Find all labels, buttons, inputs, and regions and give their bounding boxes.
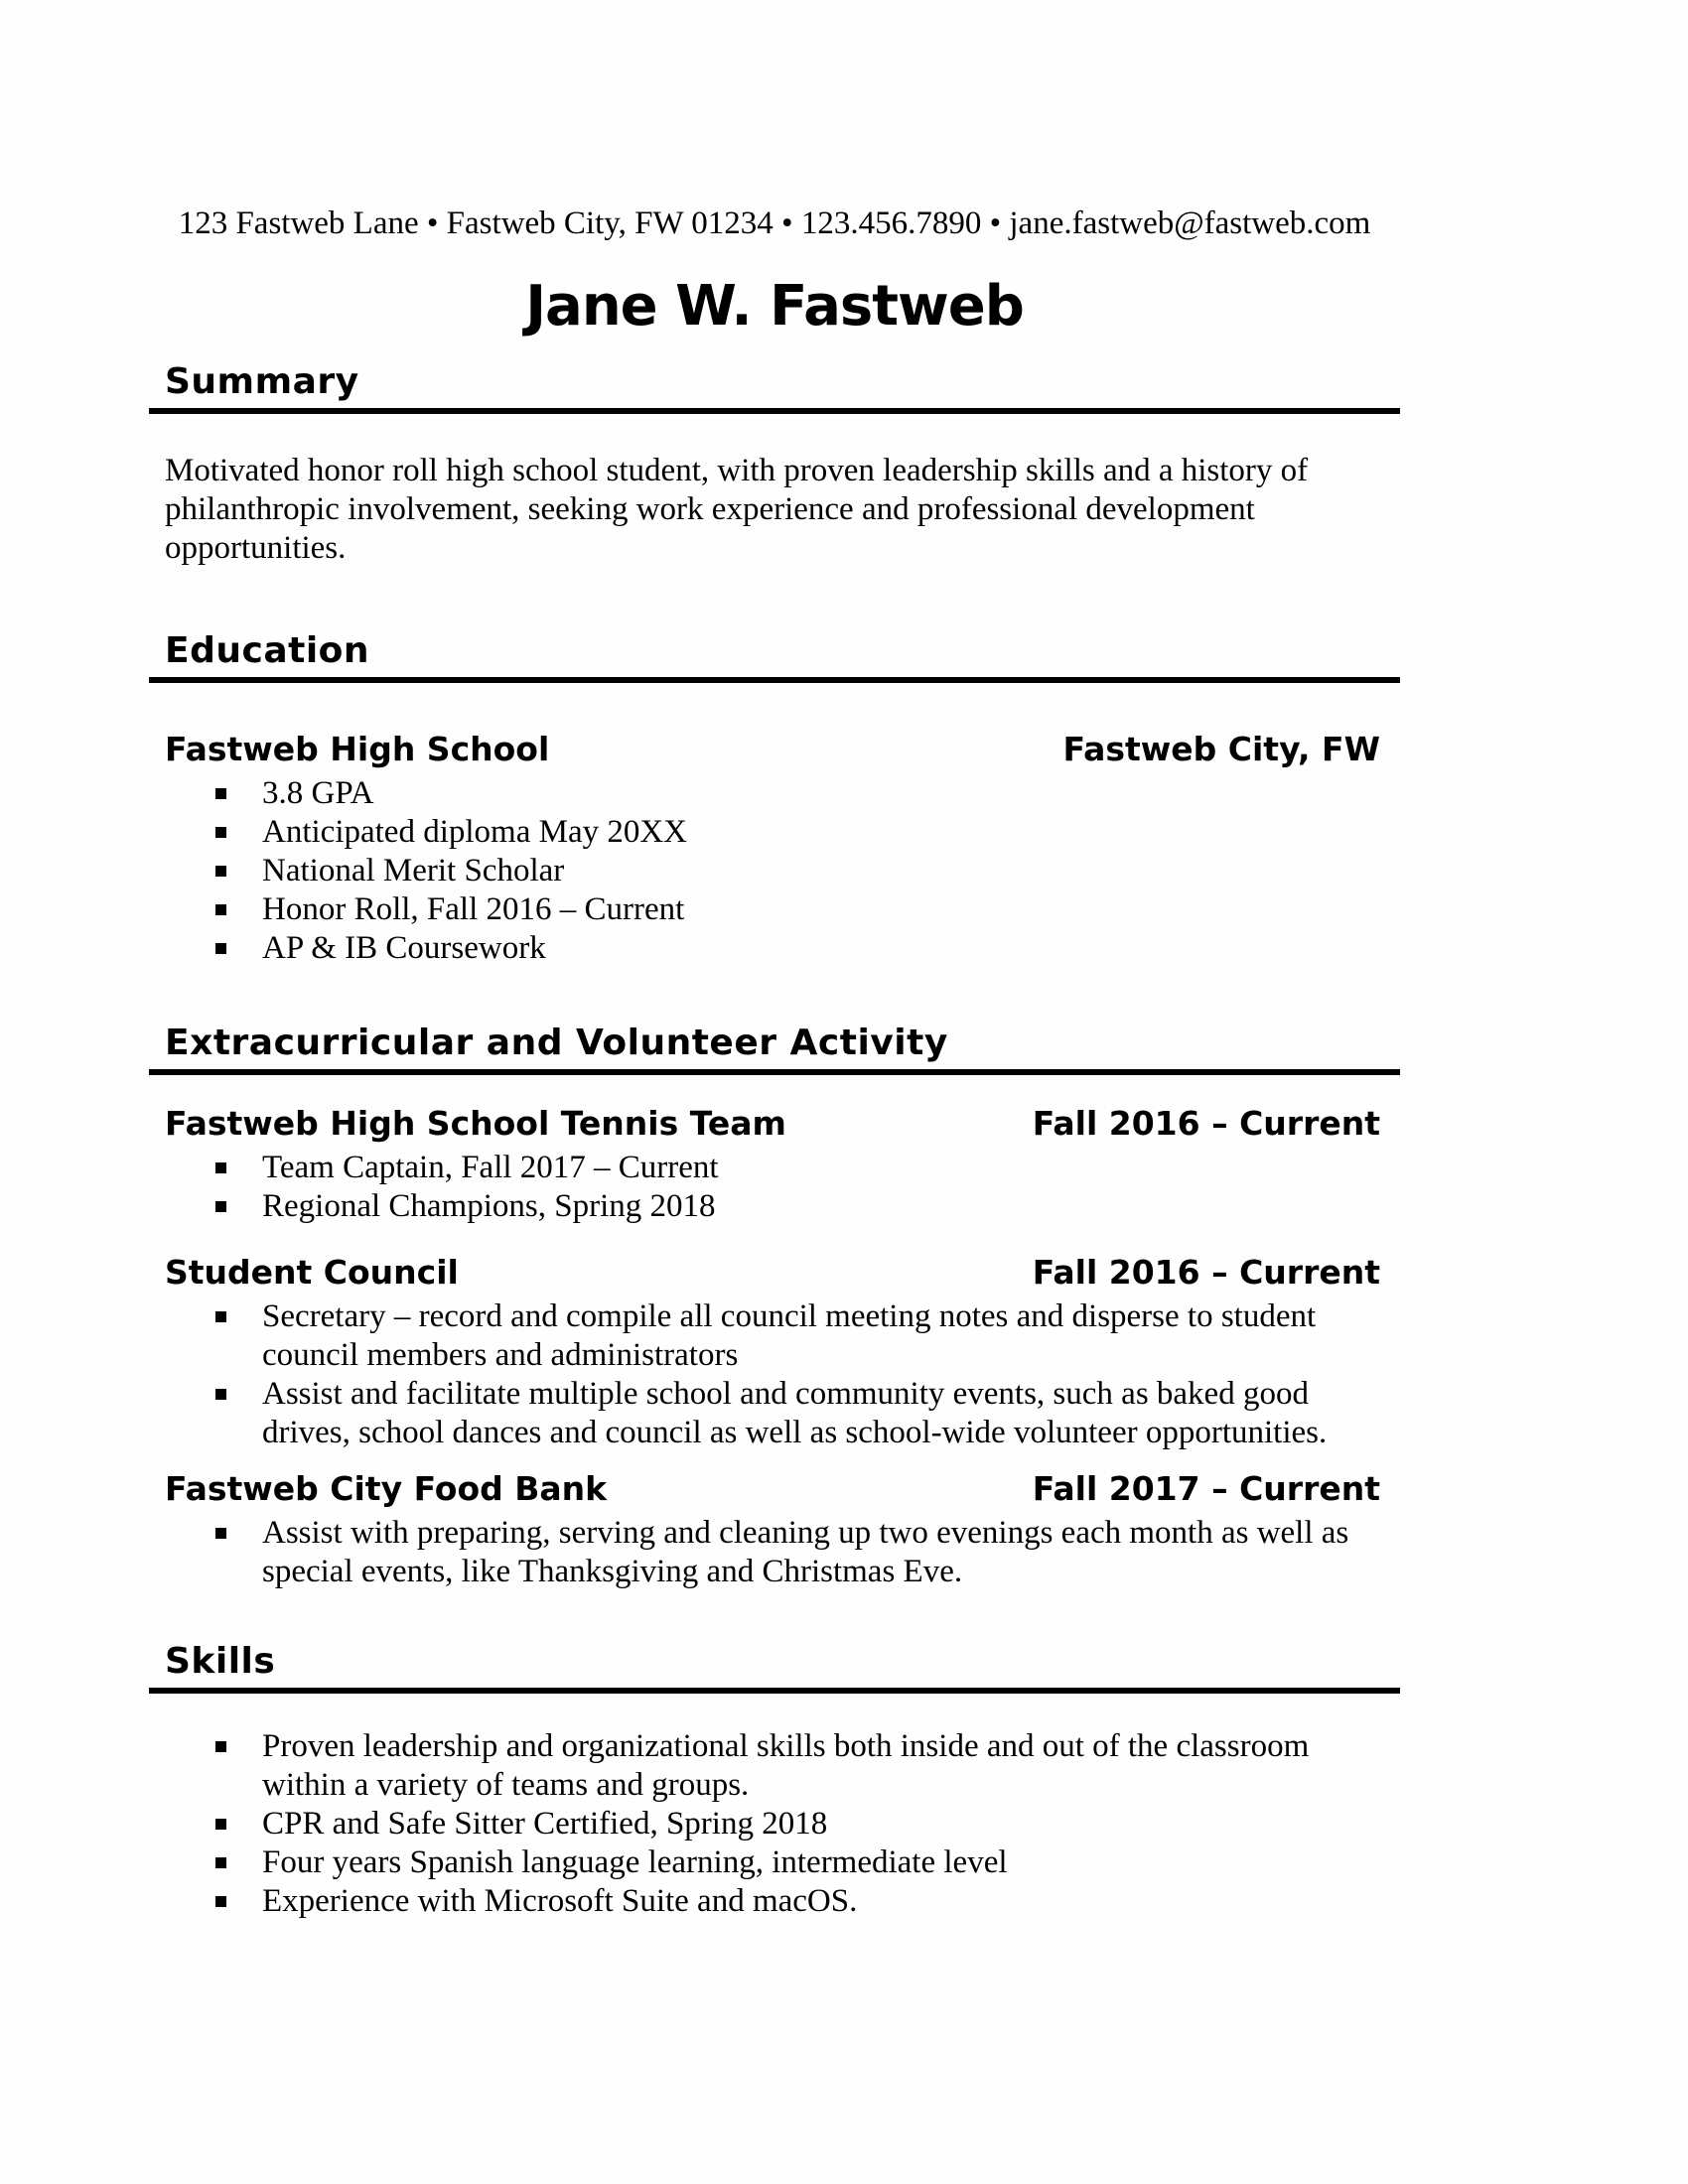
section-summary <box>149 362 1400 568</box>
bullet-item: Proven leadership and organizational skills both inside and out of the classroom within a variety of teams and groups. <box>149 1727 1379 1805</box>
activity-dates: Fall 2016 – Current <box>1032 1104 1380 1143</box>
section-education <box>149 631 1400 968</box>
tennis-team-entry-head <box>149 1103 1400 1145</box>
food-bank-bullet-list <box>149 1514 1400 1591</box>
resume-content <box>149 0 1400 1921</box>
activity-dates: Fall 2016 – Current <box>1032 1253 1380 1292</box>
bullet-item: Regional Champions, Spring 2018 <box>149 1187 1379 1226</box>
school-location: Fastweb City, FW <box>1062 730 1380 768</box>
section-extracurricular <box>149 1024 1400 1591</box>
education-entry <box>149 729 1400 968</box>
bullet-item: National Merit Scholar <box>149 852 1379 890</box>
candidate-name: Jane W. Fastweb <box>525 274 1024 339</box>
food-bank-entry-head <box>149 1468 1400 1510</box>
activity-title: Fastweb City Food Bank <box>165 1469 608 1508</box>
activity-title: Student Council <box>165 1253 459 1292</box>
bullet-item: Team Captain, Fall 2017 – Current <box>149 1149 1379 1187</box>
section-skills <box>149 1642 1400 1921</box>
bullet-item: Anticipated diploma May 20XX <box>149 813 1379 852</box>
bullet-item: Secretary – record and compile all council meeting notes and disperse to student council members and administrators <box>149 1297 1379 1375</box>
council-bullet-list <box>149 1297 1400 1452</box>
student-council-entry <box>149 1252 1400 1452</box>
skills-bullet-list <box>149 1727 1400 1921</box>
summary-text: Motivated honor roll high school student, with proven leadership skills and a history of philanthropic involvement, seeking work experience and professional development opportunities. <box>165 453 1309 566</box>
bullet-item: Experience with Microsoft Suite and macOS. <box>149 1882 1379 1921</box>
tennis-team-entry <box>149 1103 1400 1226</box>
bullet-item: 3.8 GPA <box>149 774 1379 813</box>
activity-title: Fastweb High School Tennis Team <box>165 1104 786 1143</box>
tennis-bullet-list <box>149 1149 1400 1226</box>
bullet-item: AP & IB Coursework <box>149 929 1379 968</box>
education-heading: Education <box>149 631 1400 683</box>
summary-heading: Summary <box>149 362 1400 414</box>
bullet-item: CPR and Safe Sitter Certified, Spring 2018 <box>149 1805 1379 1843</box>
education-entry-head <box>149 729 1400 770</box>
contact-line: 123 Fastweb Lane • Fastweb City, FW 01234 • 123.456.7890 • jane.fastweb@fastweb.com <box>178 205 1371 241</box>
bullet-item: Honor Roll, Fall 2016 – Current <box>149 890 1379 929</box>
skills-heading: Skills <box>149 1642 1400 1694</box>
bullet-item: Assist with preparing, serving and cleaning up two evenings each month as well as special events, like Thanksgiving and Christmas Eve. <box>149 1514 1379 1591</box>
extracurricular-heading: Extracurricular and Volunteer Activity <box>149 1024 1400 1075</box>
activity-dates: Fall 2017 – Current <box>1032 1469 1380 1508</box>
bullet-item: Assist and facilitate multiple school and community events, such as baked good drives, school dances and council as well as school-wide volunteer opportunities. <box>149 1375 1379 1452</box>
education-bullet-list <box>149 774 1400 968</box>
bullet-item: Four years Spanish language learning, intermediate level <box>149 1843 1379 1882</box>
school-name: Fastweb High School <box>165 730 550 768</box>
student-council-entry-head <box>149 1252 1400 1294</box>
food-bank-entry <box>149 1468 1400 1591</box>
